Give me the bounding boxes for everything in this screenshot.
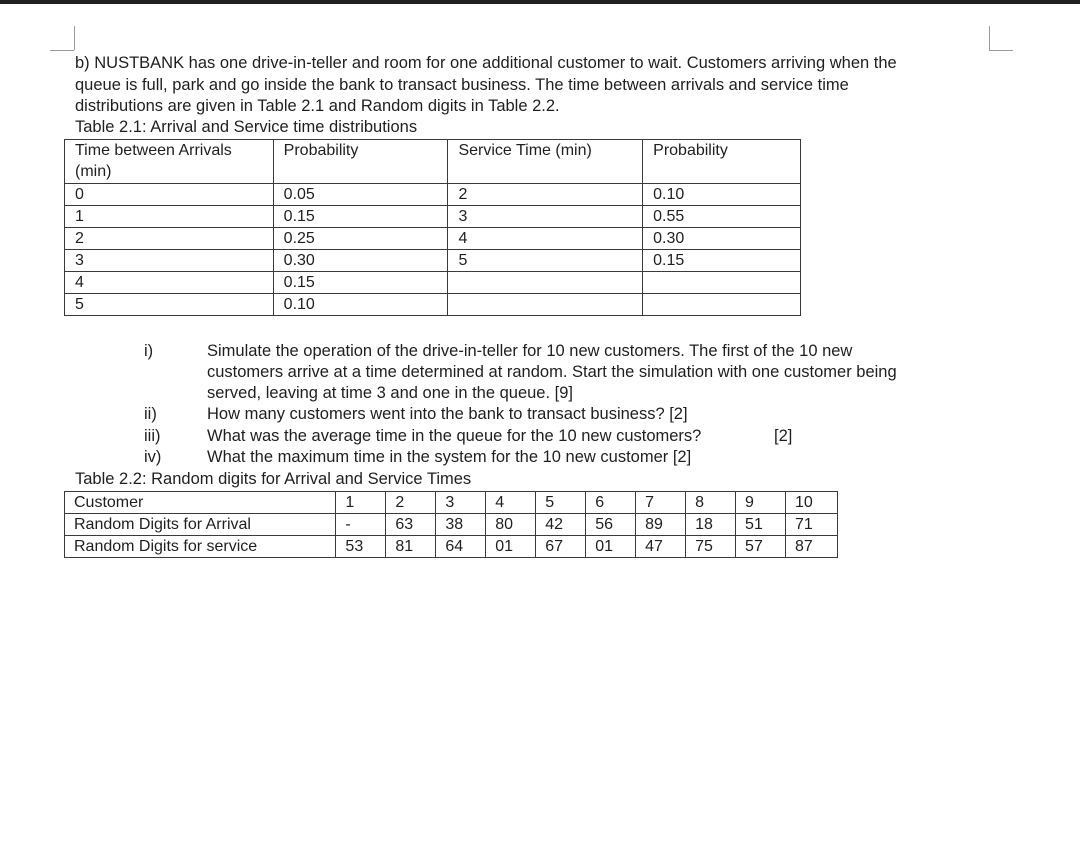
table-cell: 38 bbox=[436, 514, 486, 536]
paragraph-line-3: distributions are given in Table 2.1 and Random digits in Table 2.2. bbox=[75, 97, 560, 115]
table-cell bbox=[448, 272, 643, 294]
table-cell: 0 bbox=[65, 184, 274, 206]
question-i-line-3: served, leaving at time 3 and one in the queue. [9] bbox=[207, 384, 573, 402]
row-label: Customer bbox=[65, 492, 336, 514]
table-row bbox=[65, 206, 801, 228]
question-number-iii: iii) bbox=[144, 427, 161, 445]
table-cell: 2 bbox=[386, 492, 436, 514]
table-cell: 7 bbox=[636, 492, 686, 514]
table-cell: 71 bbox=[786, 514, 838, 536]
paragraph-line-2: queue is full, park and go inside the bank to transact business. The time between arrivals and service time bbox=[75, 76, 849, 94]
table-cell: 0.25 bbox=[273, 228, 448, 250]
question-i-line-2: customers arrive at a time determined at random. Start the simulation with one customer being bbox=[207, 363, 897, 381]
table-cell: 18 bbox=[686, 514, 736, 536]
paragraph-line-1: b) NUSTBANK has one drive-in-teller and room for one additional customer to wait. Customers arriving when the bbox=[75, 54, 897, 72]
table-cell: 9 bbox=[736, 492, 786, 514]
table2-caption: Table 2.2: Random digits for Arrival and Service Times bbox=[75, 470, 472, 488]
crop-mark-right-horizontal bbox=[989, 50, 1013, 51]
table-cell: 3 bbox=[448, 206, 643, 228]
table-cell: 0.30 bbox=[273, 250, 448, 272]
table-cell: 75 bbox=[686, 536, 736, 558]
table-cell: 64 bbox=[436, 536, 486, 558]
table-cell: 63 bbox=[386, 514, 436, 536]
table1-caption: Table 2.1: Arrival and Service time distributions bbox=[75, 118, 418, 136]
question-iii-mark: [2] bbox=[774, 427, 793, 445]
table-cell: 56 bbox=[586, 514, 636, 536]
table-cell: 80 bbox=[486, 514, 536, 536]
crop-mark-left bbox=[74, 26, 75, 50]
table-row bbox=[65, 536, 838, 558]
header-cell: Probability bbox=[273, 140, 448, 184]
table-cell: 4 bbox=[65, 272, 274, 294]
table-cell: 1 bbox=[65, 206, 274, 228]
question-i-line-1: Simulate the operation of the drive-in-teller for 10 new customers. The first of the 10 new bbox=[207, 342, 853, 360]
table-cell: 4 bbox=[486, 492, 536, 514]
question-ii-text: How many customers went into the bank to transact business? [2] bbox=[207, 405, 688, 423]
question-iii-text: What was the average time in the queue for the 10 new customers? bbox=[207, 427, 702, 445]
table-cell: 5 bbox=[536, 492, 586, 514]
table-cell: 0.15 bbox=[273, 206, 448, 228]
table-cell: 5 bbox=[448, 250, 643, 272]
table-cell: 81 bbox=[386, 536, 436, 558]
table-cell: 3 bbox=[65, 250, 274, 272]
table-cell: 6 bbox=[586, 492, 636, 514]
table-cell bbox=[643, 294, 801, 316]
table-cell: 0.15 bbox=[273, 272, 448, 294]
table-cell: 01 bbox=[486, 536, 536, 558]
table-cell: 0.10 bbox=[273, 294, 448, 316]
table-cell: 0.10 bbox=[643, 184, 801, 206]
row-label: Random Digits for Arrival bbox=[65, 514, 336, 536]
table-cell: 87 bbox=[786, 536, 838, 558]
table-cell: 3 bbox=[436, 492, 486, 514]
table-row bbox=[65, 492, 838, 514]
table-cell: 8 bbox=[686, 492, 736, 514]
table-cell: 0.55 bbox=[643, 206, 801, 228]
crop-mark-left-horizontal bbox=[50, 50, 74, 51]
table-cell: 5 bbox=[65, 294, 274, 316]
table-row bbox=[65, 514, 838, 536]
arrival-service-table bbox=[64, 139, 801, 316]
question-number-ii: ii) bbox=[144, 405, 157, 423]
table-cell: - bbox=[336, 514, 386, 536]
random-digits-table bbox=[64, 491, 838, 558]
header-cell: Service Time (min) bbox=[448, 140, 643, 184]
table-row bbox=[65, 184, 801, 206]
table-cell: 89 bbox=[636, 514, 686, 536]
top-edge-bar bbox=[0, 0, 1080, 4]
table-cell bbox=[448, 294, 643, 316]
table-cell: 51 bbox=[736, 514, 786, 536]
table-cell: 1 bbox=[336, 492, 386, 514]
question-iv-text: What the maximum time in the system for the 10 new customer [2] bbox=[207, 448, 692, 466]
header-cell: Time between Arrivals (min) bbox=[65, 140, 274, 184]
table-cell: 4 bbox=[448, 228, 643, 250]
table-row bbox=[65, 294, 801, 316]
table-cell: 57 bbox=[736, 536, 786, 558]
table-cell: 2 bbox=[448, 184, 643, 206]
table-row bbox=[65, 228, 801, 250]
table-cell: 42 bbox=[536, 514, 586, 536]
table-cell bbox=[643, 272, 801, 294]
question-number-iv: iv) bbox=[144, 448, 162, 466]
table-cell: 2 bbox=[65, 228, 274, 250]
table-header-row bbox=[65, 140, 801, 184]
table-cell: 0.15 bbox=[643, 250, 801, 272]
table-cell: 53 bbox=[336, 536, 386, 558]
table-cell: 67 bbox=[536, 536, 586, 558]
table-cell: 01 bbox=[586, 536, 636, 558]
table-cell: 0.30 bbox=[643, 228, 801, 250]
header-cell: Probability bbox=[643, 140, 801, 184]
crop-mark-right bbox=[989, 26, 990, 50]
table-row bbox=[65, 250, 801, 272]
question-number-i: i) bbox=[144, 342, 154, 360]
row-label: Random Digits for service bbox=[65, 536, 336, 558]
table-cell: 10 bbox=[786, 492, 838, 514]
table-cell: 0.05 bbox=[273, 184, 448, 206]
table-cell: 47 bbox=[636, 536, 686, 558]
table-row bbox=[65, 272, 801, 294]
